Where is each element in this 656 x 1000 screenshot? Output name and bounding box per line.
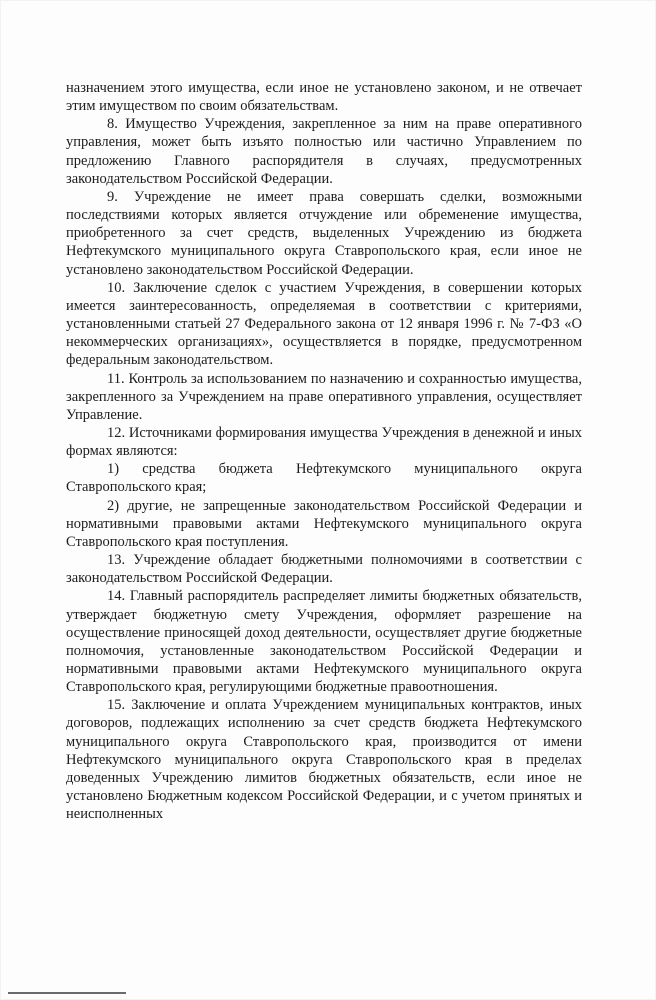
paragraph-12-item-1: 1) средства бюджета Нефтекумского муниципального округа Ставропольского края; xyxy=(66,461,582,496)
paragraph-14: 14. Главный распорядитель распределяет лимиты бюджетных обязательств, утверждает бюджетную смету Учреждения, оформляет разрешение на осуществление приносящей доход деятельности, осуществляет другие бюджетные полномочия, установленные законодательством Российской Федерации и нормативными правовыми актами Нефтекумского муниципального округа Ставропольского края, регулирующими бюджетные правоотношения. xyxy=(66,588,582,696)
paragraph-11: 11. Контроль за использованием по назначению и сохранностью имущества, закрепленного за Учреждением на праве оперативного управления, осуществляет Управление. xyxy=(66,370,582,423)
paragraph-9: 9. Учреждение не имеет права совершать сделки, возможными последствиями которых является отчуждение или обременение имущества, приобретенного за счет средств, выделенных Учреждению из бюджета Нефтекумского муниципального округа Ставропольского края, если иное не установлено законодательством Российской Федерации. xyxy=(66,188,582,278)
paragraph-13: 13. Учреждение обладает бюджетными полномочиями в соответствии с законодательством Российской Федерации. xyxy=(66,552,582,587)
document-body xyxy=(66,79,582,823)
footer-divider xyxy=(8,992,126,994)
paragraph-12-item-2: 2) другие, не запрещенные законодательством Российской Федерации и нормативными правовыми актами Нефтекумского муниципального округа Ставропольского края поступления. xyxy=(66,497,582,550)
paragraph-12: 12. Источниками формирования имущества Учреждения в денежной и иных формах являются: xyxy=(66,424,582,460)
paragraph-8: 8. Имущество Учреждения, закрепленное за ним на праве оперативного управления, может быть изъято полностью или частично Управлением по предложению Главного распорядителя в случаях, предусмотренных законодательством Российской Федерации. xyxy=(66,116,582,187)
paragraph-10: 10. Заключение сделок с участием Учреждения, в совершении которых имеется заинтересованность, определяемая в соответствии с критериями, установленными статьей 27 Федерального закона от 12 января 1996 г. № 7-ФЗ «О некоммерческих организациях», осуществляется в порядке, предусмотренном федеральным законодательством. xyxy=(66,279,582,369)
paragraph-continuation: назначением этого имущества, если иное не установлено законом, и не отвечает этим имуществом по своим обязательствам. xyxy=(66,80,582,115)
paragraph-15: 15. Заключение и оплата Учреждением муниципальных контрактов, иных договоров, подлежащих исполнению за счет средств бюджета Нефтекумского муниципального округа Ставропольского края, производится от имени Нефтекумского муниципального округа Ставропольского края в пределах доведенных Учреждению лимитов бюджетных обязательств, если иное не установлено Бюджетным кодексом Российской Федерации, и с учетом принятых и неисполненных xyxy=(66,697,582,823)
